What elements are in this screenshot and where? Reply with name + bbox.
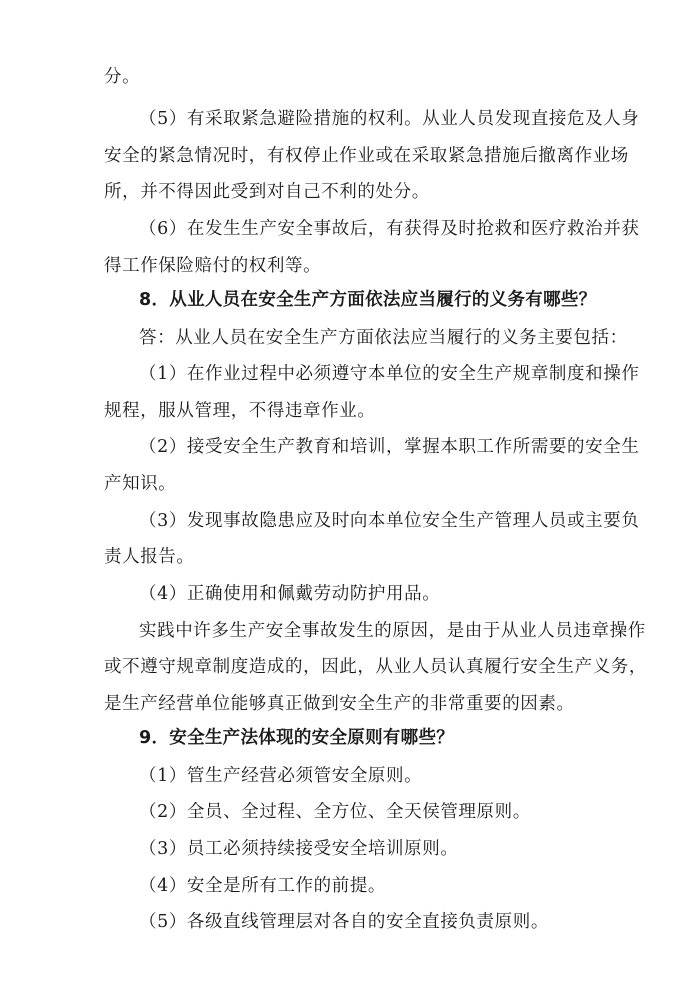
text-line: （5）各级直线管理层对各自的安全直接负责原则。 xyxy=(139,912,549,932)
text-line: （3）发现事故隐患应及时向本单位安全生产管理人员或主要负 xyxy=(139,511,640,531)
text-line: 分。 xyxy=(104,67,141,87)
text-line: 实践中许多生产安全事故发生的原因，是由于从业人员违章操作 xyxy=(139,621,646,641)
section-heading-9: 9．安全生产法体现的安全原则有哪些？ xyxy=(139,728,455,748)
text-line: （4）安全是所有工作的前提。 xyxy=(139,876,387,896)
text-line: 产知识。 xyxy=(104,474,177,494)
text-line: （1）管生产经营必须管安全原则。 xyxy=(139,766,423,786)
text-line: （4）正确使用和佩戴劳动防护用品。 xyxy=(139,584,441,604)
text-line: （2）全员、全过程、全方位、全天侯管理原则。 xyxy=(139,802,531,822)
text-line: （5）有采取紧急避险措施的权利。从业人员发现直接危及人身 xyxy=(139,109,640,129)
text-line: 是生产经营单位能够真正做到安全生产的非常重要的因素。 xyxy=(104,694,575,714)
text-line: 安全的紧急情况时，有权停止作业或在采取紧急措施后撤离作业场 xyxy=(104,146,629,166)
text-line: （6）在发生生产安全事故后，有获得及时抢救和医疗救治并获 xyxy=(139,219,640,239)
section-heading-8: 8．从业人员在安全生产方面依法应当履行的义务有哪些？ xyxy=(139,290,597,310)
text-line: 所，并不得因此受到对自己不利的处分。 xyxy=(104,182,430,202)
text-line: 或不遵守规章制度造成的，因此，从业人员认真履行安全生产义务， xyxy=(104,657,647,677)
text-line: 得工作保险赔付的权利等。 xyxy=(104,256,322,276)
text-line: 规程，服从管理，不得违章作业。 xyxy=(104,401,376,421)
text-line: 答：从业人员在安全生产方面依法应当履行的义务主要包括： xyxy=(139,328,628,348)
text-line: （1）在作业过程中必须遵守本单位的安全生产规章制度和操作 xyxy=(139,364,640,384)
text-line: 责人报告。 xyxy=(104,547,195,567)
text-line: （3）员工必须持续接受安全培训原则。 xyxy=(139,839,459,859)
text-line: （2）接受安全生产教育和培训，掌握本职工作所需要的安全生 xyxy=(139,437,640,457)
